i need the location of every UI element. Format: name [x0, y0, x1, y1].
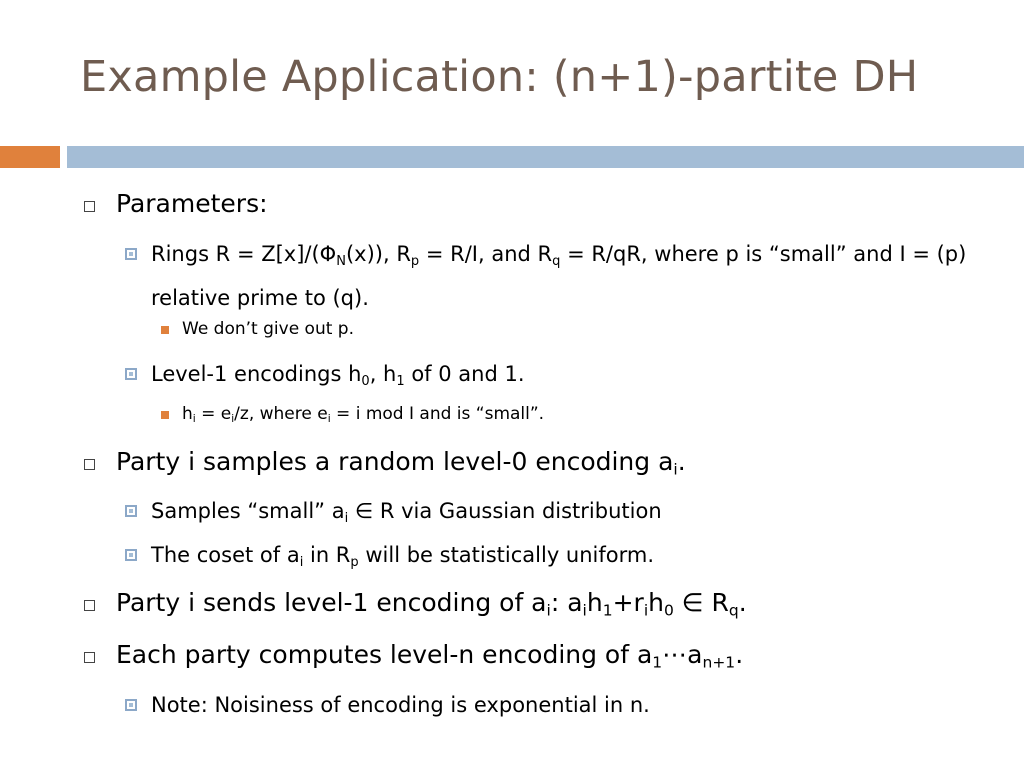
hollow-square-bullet-icon	[84, 201, 95, 212]
bullet-rings: Rings $R = Z[x]/(\Phi_N(x))$, $R_p = R/I$, and $R_q = R/qR$, where p is “small” and I = (p) relative prime to (q).	[151, 242, 967, 310]
filled-square-bullet-icon	[161, 411, 169, 419]
bullet-each-party-computes: Each party computes level-n encoding of $a_1\cdots a_{n+1}$.	[116, 640, 744, 672]
boxed-square-bullet-icon	[125, 505, 137, 517]
bullet-samples-small: Samples “small” $a_i$ ∈ R via Gaussian distribution	[151, 499, 662, 526]
boxed-square-bullet-icon	[125, 368, 137, 380]
hollow-square-bullet-icon	[84, 652, 95, 663]
bullet-hi-definition: $h_i = e_i/z$, where $e_i = i$ mod I and is “small”.	[182, 404, 545, 426]
filled-square-bullet-icon	[161, 326, 169, 334]
boxed-square-bullet-icon	[125, 549, 137, 561]
accent-bar-orange	[0, 146, 60, 168]
hollow-square-bullet-icon	[84, 459, 95, 470]
bullet-party-samples: Party i samples a random level-0 encoding $a_i$.	[116, 447, 686, 479]
boxed-square-bullet-icon	[125, 699, 137, 711]
bullet-note: Note: Noisiness of encoding is exponential in n.	[151, 693, 650, 717]
boxed-square-bullet-icon	[125, 248, 137, 260]
bullet-party-sends: Party i sends level-1 encoding of $a_i$: $a_ih_1+r_ih_0$ ∈ $R_q$.	[116, 588, 747, 620]
bullet-level1-encodings: Level-1 encodings $h_0$, $h_1$ of 0 and 1.	[151, 362, 525, 389]
accent-bar-blue	[67, 146, 1024, 168]
hollow-square-bullet-icon	[84, 600, 95, 611]
bullet-dont-give: We don’t give out p.	[182, 319, 354, 339]
bullet-parameters: Parameters:	[116, 189, 268, 218]
slide-title: Example Application: (n+1)-partite DH	[80, 52, 919, 102]
bullet-coset: The coset of $a_i$ in $R_p$ will be statistically uniform.	[151, 543, 655, 570]
